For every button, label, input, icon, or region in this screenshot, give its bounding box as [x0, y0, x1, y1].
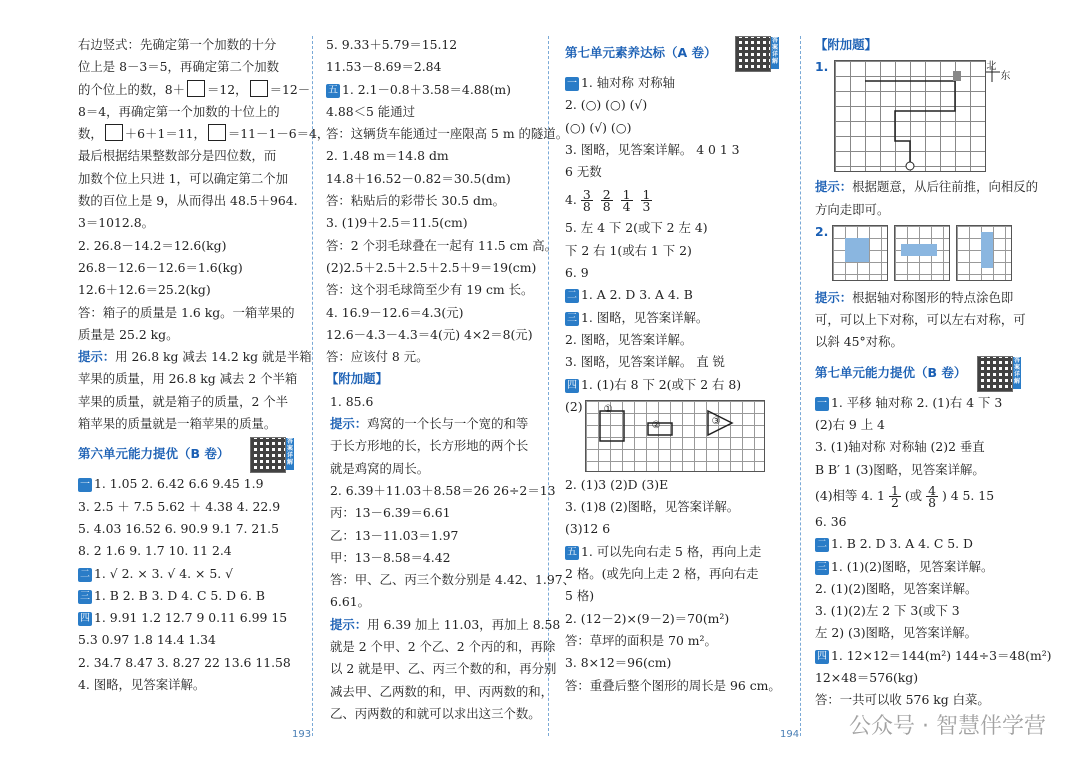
answer-line — [326, 257, 542, 279]
answer-text: 3. 8×12＝96(cm) — [565, 655, 672, 671]
answer-text: (3)12 6 — [565, 521, 611, 537]
answer-line — [326, 56, 542, 78]
answer-line — [565, 307, 787, 329]
answer-text: 1. 2.1－0.8＋3.58＝4.88(m) — [342, 81, 511, 97]
answer-line — [326, 302, 542, 324]
answer-text: 1. 可以先向右走 5 格，再向上走 — [581, 543, 762, 559]
extra-line: 乙、丙两数的和就可以求出这三个数。 — [330, 705, 541, 721]
answer-line — [815, 556, 1033, 578]
answer-text: 14.8＋16.52－0.82＝30.5(dm) — [326, 170, 511, 186]
answer-text: 1. B 2. B 3. D 4. C 5. D 6. B — [94, 587, 265, 603]
answer-text: 3. (1)(2)左 2 下 3(或下 3 — [815, 603, 960, 619]
section-badge: 二 — [567, 290, 577, 302]
section-badge: 一 — [817, 397, 827, 409]
answer-line — [78, 540, 296, 562]
answer-line — [78, 652, 296, 674]
answer-line — [815, 533, 1033, 555]
text-line: 数的百位上是 9，从而得出 48.5＋964. — [78, 193, 298, 209]
section-badge: 四 — [567, 379, 577, 391]
extra-line: 提示：用 6.39 加上 11.03，再加上 8.58 — [330, 616, 561, 632]
answer-text: 1. 12×12＝144(m²) 144÷3＝48(m²) — [831, 647, 1052, 663]
answer-text: 1. B 2. D 3. A 4. C 5. D — [831, 536, 973, 552]
answer-line — [565, 351, 787, 373]
answer-text: (2)2.5＋2.5＋2.5＋2.5＋9＝19(cm) — [326, 259, 537, 275]
tip-line: 箱苹果的质量就是一箱苹果的质量。 — [78, 416, 277, 432]
answer-text: 8. 2 1.6 9. 1.7 10. 11 2.4 — [78, 543, 232, 559]
answer-line — [565, 240, 787, 262]
extra-line: 1. 85.6 — [330, 393, 374, 409]
path-lines — [835, 61, 985, 171]
answer-text: 1. 1.05 2. 6.42 6.6 9.45 1.9 — [94, 476, 264, 492]
page-number-left: 193 — [292, 729, 312, 740]
section-badge: 一 — [80, 479, 90, 491]
answer-line — [565, 496, 787, 518]
answer-line — [565, 608, 787, 630]
column-divider — [800, 36, 801, 736]
answer-text: 3. 图略，见答案详解。 直 锐 — [565, 354, 725, 370]
answer-text: 5 格) — [565, 588, 595, 604]
answer-text: 答：一共可以收 576 kg 白菜。 — [815, 692, 990, 708]
answer-text: 5. 左 4 下 2(或下 2 左 4) — [565, 220, 708, 236]
answer-line — [815, 392, 1033, 414]
qr-label: 答案详解 — [1013, 357, 1021, 389]
answer-line — [565, 72, 787, 94]
compass-north: 北 — [986, 61, 997, 73]
answer-text: 6. 9 — [565, 265, 589, 281]
fraction: $\frac{1}{2}$ — [890, 482, 899, 510]
qr-label: 答案详解 — [771, 37, 779, 69]
answer-text: 2. (○) (○) (√) — [565, 97, 648, 113]
answer-text: 2. (12－2)×(9－2)＝70(m²) — [565, 610, 730, 626]
answer-line — [78, 518, 296, 540]
answer-text: 1. (1)右 8 下 2(或下 2 右 8) — [581, 376, 742, 392]
path-figure — [834, 60, 986, 172]
answer-text: 4. 图略，见答案详解。 — [78, 677, 206, 693]
section-title: 第七单元能力提优（B 卷） 答案详解 — [815, 354, 1033, 392]
watermark: 公众号 · 智慧伴学营 — [849, 714, 1046, 739]
text-line: 右边竖式：先确定第一个加数的十分 — [78, 37, 277, 52]
column-1 — [78, 34, 330, 696]
answer-line — [815, 578, 1033, 600]
section-badge: 四 — [80, 613, 90, 625]
answer-text: (○) (√) (○) — [565, 119, 632, 135]
text-line: 2. 26.8－14.2＝12.6(kg) — [78, 237, 227, 253]
answer-line — [565, 563, 787, 585]
answer-line — [815, 622, 1033, 644]
section-badge: 五 — [328, 84, 338, 96]
answer-line — [565, 518, 787, 540]
qr-code-icon — [250, 437, 286, 473]
answer-text: 2. 34.7 8.47 3. 8.27 22 13.6 11.58 — [78, 654, 291, 670]
answer-line — [326, 212, 542, 234]
extra-line: 提示：鸡窝的一个长与一个宽的和等 — [330, 416, 529, 432]
fraction-line — [565, 183, 787, 217]
answer-text: 1. 平移 轴对称 2. (1)右 4 下 3 — [831, 394, 1003, 410]
extra-line: 于长方形地的长，长方形地的两个长 — [330, 438, 529, 454]
answer-line — [565, 541, 787, 563]
answer-line — [565, 284, 787, 306]
answer-text: 3. (1)轴对称 对称轴 (2)2 垂直 — [815, 439, 985, 455]
tip-line: 提示：根据轴对称图形的特点涂色即 — [815, 289, 1014, 305]
grid-figure-row — [565, 396, 787, 474]
answer-text: 2. (1)3 (2)D (3)E — [565, 476, 669, 492]
compass-east: 东 — [1000, 71, 1011, 83]
answer-line — [565, 675, 787, 697]
fraction: $\frac{2}{8}$ — [602, 187, 611, 215]
answer-text: 答：这个羽毛球筒至少有 19 cm 长。 — [326, 282, 534, 298]
text-line: 质量是 25.2 kg。 — [78, 326, 179, 342]
answer-line — [78, 585, 296, 607]
tip-line: 可，可以上下对称，可以左右对称，可 — [815, 312, 1026, 328]
tip-line: 苹果的质量，就是箱子的质量，2 个半 — [78, 393, 289, 409]
answer-text: 11.53－8.69＝2.84 — [326, 59, 442, 75]
fraction: $\frac{1}{3}$ — [642, 187, 651, 215]
text-line: 数， ＋6＋1＝11， ＝11－1－6＝4， — [78, 126, 330, 142]
answer-text: 3. 图略，见答案详解。 4 0 1 3 — [565, 141, 740, 157]
tip-line: 方向走即可。 — [815, 201, 890, 217]
answer-text: 答：重叠后整个图形的周长是 96 cm。 — [565, 677, 781, 693]
tip-line: 以斜 45°对称。 — [815, 334, 903, 350]
extra-line: 就是 2 个甲、2 个乙、2 个丙的和，再除 — [330, 639, 556, 655]
answer-text: 1. 9.91 1.2 12.7 9 0.11 6.99 15 — [94, 610, 288, 626]
section-badge: 四 — [817, 650, 827, 662]
answer-line — [815, 645, 1052, 667]
answer-text: (2)右 9 上 4 — [815, 417, 885, 433]
extra-line: 以 2 就是甲、乙、丙三个数的和，再分别 — [330, 661, 557, 677]
fraction: $\frac{1}{4}$ — [622, 187, 631, 215]
text-line: 8＝4，再确定第一个加数的十位上的 — [78, 103, 280, 119]
section-badge: 二 — [80, 568, 90, 580]
answer-text: 答：这辆货车能通过一座限高 5 m 的隧道。 — [326, 126, 569, 142]
answer-line — [565, 630, 787, 652]
answer-line — [565, 585, 787, 607]
question-number: 4. — [565, 192, 577, 208]
qr-code-icon — [977, 356, 1013, 392]
answer-line — [326, 190, 542, 212]
section-title: 第七单元素养达标（A 卷） 答案详解 — [565, 34, 787, 72]
text-line: 加数个位上只进 1，可以确定第二个加 — [78, 170, 289, 186]
path-figure-row — [815, 56, 1033, 176]
answer-text: 4. 16.9－12.6＝4.3(元) — [326, 304, 464, 320]
extra-line: 丙：13－6.39＝6.61 — [330, 505, 451, 521]
grid-label: (2) — [565, 398, 583, 414]
answer-line — [326, 324, 542, 346]
compass-arrow-icon — [986, 66, 1006, 90]
answer-text: 答：粘贴后的彩带长 30.5 dm。 — [326, 193, 506, 209]
grid-mark: ② — [651, 419, 661, 431]
answer-text: B B′ 1 (3)图略，见答案详解。 — [815, 461, 985, 477]
text-line: 的个位上的数，8＋ ＝12， ＝12－ — [78, 81, 311, 97]
extra-line: 2. 6.39＋11.03＋8.58＝26 26÷2＝13 — [330, 482, 556, 498]
extra-line: 答：甲、乙、丙三个数分别是 4.42、1.97、 — [330, 572, 575, 588]
answer-text: 2. 图略，见答案详解。 — [565, 331, 693, 347]
symmetry-figures — [832, 225, 1012, 287]
tip-line: 苹果的质量，用 26.8 kg 减去 2 个半箱 — [78, 371, 298, 387]
extra-line: 减去甲、乙两数的和，甲、丙两数的和， — [330, 683, 554, 699]
answer-text: 答：草坪的面积是 70 m²。 — [565, 632, 717, 648]
text-line: 位上是 8－3＝5，再确定第二个加数 — [78, 59, 280, 75]
answer-line — [565, 139, 787, 161]
extra-header: 【附加题】 — [326, 371, 388, 387]
answer-text: 5.3 0.97 1.8 14.4 1.34 — [78, 632, 216, 648]
answer-text: 12.6－4.3－4.3＝4(元) 4×2＝8(元) — [326, 326, 533, 342]
answer-text: 6. 36 — [815, 513, 847, 529]
answer-line — [565, 94, 787, 116]
answer-line — [815, 511, 1033, 533]
column-3 — [565, 34, 787, 697]
section-badge: 三 — [567, 312, 577, 324]
page-number-right: 194 — [780, 729, 800, 740]
answer-line — [815, 667, 1033, 689]
column-4 — [815, 34, 1052, 712]
answer-line — [326, 168, 542, 190]
answer-line — [78, 473, 296, 495]
qr-code-icon — [735, 36, 771, 72]
answer-line — [326, 235, 557, 257]
question-number: 1. — [815, 59, 829, 75]
answer-line — [326, 79, 542, 101]
text-line: 12.6＋12.6＝25.2(kg) — [78, 282, 211, 298]
section-badge: 三 — [817, 561, 827, 573]
answer-line — [565, 161, 787, 183]
answer-line — [326, 279, 542, 301]
text-line: 26.8－12.6－12.6＝1.6(kg) — [78, 259, 243, 275]
answer-text: 6 无数 — [565, 164, 602, 180]
answer-text: 12×48＝576(kg) — [815, 670, 919, 686]
answer-text: 下 2 右 1(或右 1 下 2) — [565, 242, 692, 258]
answer-line — [326, 145, 542, 167]
answer-line — [815, 414, 1033, 436]
answer-line — [565, 652, 787, 674]
blank-box — [187, 80, 205, 97]
answer-line — [326, 101, 542, 123]
answer-text: 2. 1.48 m＝14.8 dm — [326, 148, 449, 164]
answer-line — [78, 563, 296, 585]
answer-line — [326, 346, 542, 368]
fraction: $\frac{3}{8}$ — [582, 187, 591, 215]
blank-box — [208, 124, 226, 141]
qr-label: 答案详解 — [286, 438, 294, 470]
question-number: 2. — [815, 223, 829, 239]
answer-line — [78, 496, 296, 518]
answer-text: 1. (1)(2)图略，见答案详解。 — [831, 558, 994, 574]
answer-text: 2. (1)(2)图略，见答案详解。 — [815, 580, 978, 596]
answer-line — [326, 34, 542, 56]
section-badge: 一 — [567, 78, 577, 89]
compass — [986, 56, 1016, 176]
answer-text: 3. (1)8 (2)图略，见答案详解。 — [565, 499, 740, 515]
answer-text: 5. 4.03 16.52 6. 90.9 9.1 7. 21.5 — [78, 520, 279, 536]
answer-text: 答：2 个羽毛球叠在一起有 11.5 cm 高。 — [326, 237, 557, 253]
answer-line — [565, 262, 787, 284]
symmetry-grid — [956, 225, 1012, 281]
answer-text: 3. (1)9＋2.5＝11.5(cm) — [326, 215, 468, 231]
grid-mark: ③ — [711, 415, 721, 427]
extra-line: 6.61。 — [330, 594, 370, 610]
answer-line — [565, 217, 787, 239]
section-badge: 五 — [567, 546, 577, 558]
symmetry-grid — [832, 225, 888, 281]
tip-line: 提示：用 26.8 kg 减去 14.2 kg 就是半箱 — [78, 349, 312, 365]
answer-line — [565, 117, 787, 139]
fraction-line: (4)相等 4. 1 $\frac{1}{2}$ (或 $\frac{4}{8}$ ) 4 5. 15 — [815, 482, 995, 510]
answer-line — [815, 459, 1033, 481]
text-line: 答：箱子的质量是 1.6 kg。一箱苹果的 — [78, 304, 295, 320]
grid-figure — [585, 400, 765, 472]
section-title: 第六单元能力提优（B 卷） 答案详解 — [78, 435, 296, 473]
extra-line: 乙：13－11.03＝1.97 — [330, 527, 459, 543]
tip-line: 提示：根据题意，从后往前推，向相反的 — [815, 179, 1039, 195]
answer-line — [78, 674, 296, 696]
answer-line — [815, 436, 1033, 458]
answer-text: 1. √ 2. × 3. √ 4. × 5. √ — [94, 565, 234, 581]
section-badge: 三 — [80, 590, 90, 602]
extra-header: 【附加题】 — [815, 37, 877, 52]
answer-line — [565, 474, 787, 496]
answer-text: 4.88＜5 能通过 — [326, 103, 415, 119]
blank-box — [250, 80, 268, 97]
answer-text: 左 2) (3)图略，见答案详解。 — [815, 625, 978, 641]
answer-text: 5. 9.33＋5.79＝15.12 — [326, 37, 458, 52]
answer-line — [815, 600, 1033, 622]
answer-text: 1. 图略，见答案详解。 — [581, 309, 709, 325]
text-line: 3＝1012.8。 — [78, 215, 155, 231]
answer-text: 答：应该付 8 元。 — [326, 349, 429, 365]
answer-line — [78, 629, 296, 651]
column-2 — [326, 34, 575, 725]
answer-text: 2 格。(或先向上走 2 格，再向右走 — [565, 566, 759, 582]
section-badge: 二 — [817, 539, 827, 551]
answer-text: 3. 2.5 ＋ 7.5 5.62 ＋ 4.38 4. 22.9 — [78, 498, 281, 514]
fraction: $\frac{4}{8}$ — [928, 482, 936, 510]
text-line: 最后根据结果整数部分是四位数，而 — [78, 148, 277, 164]
answer-line — [565, 329, 787, 351]
symmetry-figure-row — [815, 221, 1033, 287]
answer-line — [326, 123, 569, 145]
extra-line: 就是鸡窝的周长。 — [330, 460, 430, 476]
answer-line — [565, 374, 787, 396]
answer-text: 1. 轴对称 对称轴 — [581, 75, 676, 90]
extra-line: 甲：13－8.58＝4.42 — [330, 549, 451, 565]
answer-line — [78, 607, 296, 629]
grid-mark: ① — [603, 403, 613, 415]
blank-box — [105, 124, 123, 141]
answer-text: 1. A 2. D 3. A 4. B — [581, 287, 693, 303]
symmetry-grid — [894, 225, 950, 281]
